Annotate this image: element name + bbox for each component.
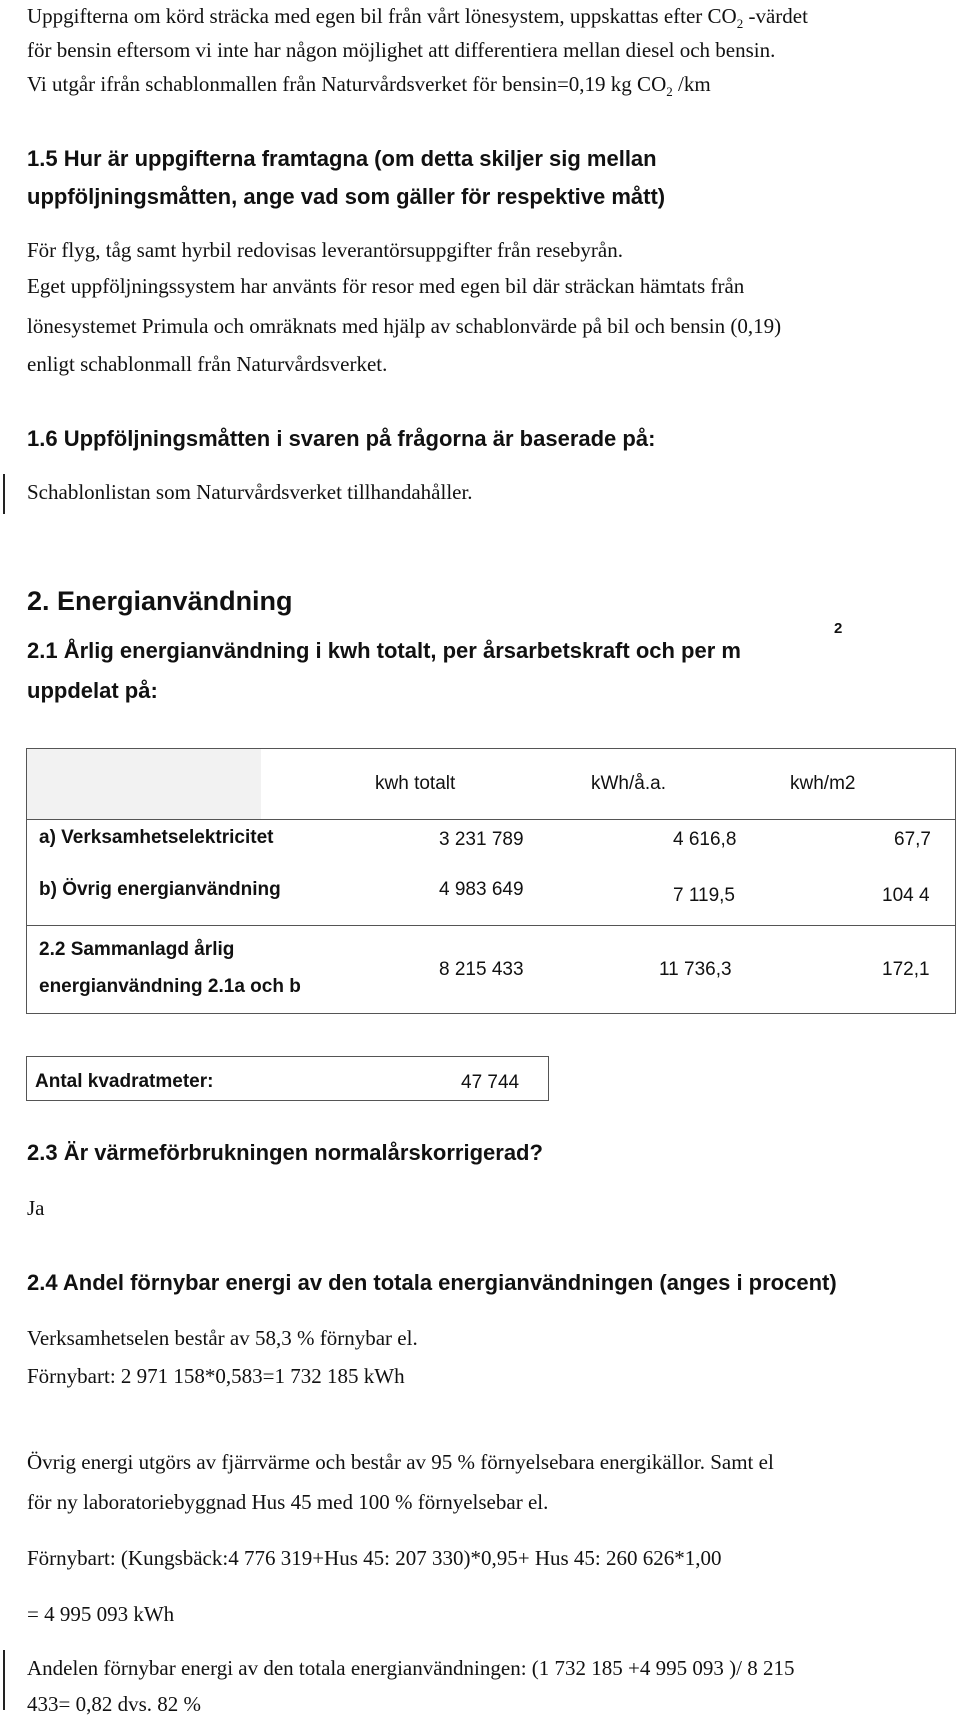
change-bar bbox=[3, 1650, 5, 1710]
section-2-4-heading: 2.4 Andel förnybar energi av den totala energianvändningen (anges i procent) bbox=[27, 1270, 837, 1295]
section-1-5-heading-line-1: 1.5 Hur är uppgifterna framtagna (om detta skiljer sig mellan bbox=[27, 146, 657, 171]
table-cell-total-per-aa: 11 736,3 bbox=[659, 959, 732, 980]
section-2-4-paragraph-1: Verksamhetselen består av 58,3 % förnybar el. bbox=[27, 1326, 418, 1350]
section-2-4-paragraph-7: Andelen förnybar energi av den totala energianvändningen: (1 732 185 +4 995 093 )/ 8 215 bbox=[27, 1656, 795, 1680]
section-1-5-paragraph-2-line-2: lönesystemet Primula och omräknats med hjälp av schablonvärde på bil och bensin (0,19) bbox=[27, 314, 782, 338]
section-2-4-paragraph-8: 433= 0,82 dvs. 82 % bbox=[27, 1692, 202, 1716]
table-divider bbox=[27, 925, 955, 926]
table-cell-total-per-m2: 172,1 bbox=[882, 959, 930, 980]
area-label: Antal kvadratmeter: bbox=[35, 1071, 214, 1092]
section-1-5-paragraph-2-line-3: enligt schablonmall från Naturvårdsverket. bbox=[27, 352, 388, 376]
column-header-per-aa: kWh/å.a. bbox=[591, 773, 666, 794]
change-bar bbox=[3, 474, 5, 514]
table-row-label-total-line-2: energianvändning 2.1a och b bbox=[39, 976, 301, 997]
column-header-total: kwh totalt bbox=[375, 773, 456, 794]
table-cell-b-total: 4 983 649 bbox=[439, 879, 524, 900]
section-1-5-heading-line-2: uppföljningsmåtten, ange vad som gäller för respektive mått) bbox=[27, 184, 666, 209]
section-2-3-heading: 2.3 Är värmeförbrukningen normalårskorrigerad? bbox=[27, 1140, 543, 1165]
intro-line-3: Vi utgår ifrån schablonmallen från Naturvårdsverket för bensin=0,19 kg $CO_2$ /km bbox=[27, 72, 711, 100]
area-box bbox=[26, 1056, 549, 1101]
section-1-6-text: Schablonlistan som Naturvårdsverket tillhandahåller. bbox=[27, 480, 473, 504]
section-2-4-paragraph-4: för ny laboratoriebyggnad Hus 45 med 100 % förnyelsebar el. bbox=[27, 1490, 549, 1514]
table-header-shade bbox=[27, 749, 261, 819]
section-2-3-answer: Ja bbox=[27, 1196, 45, 1220]
table-divider bbox=[27, 819, 955, 820]
section-2-1-heading-line-2: uppdelat på: bbox=[27, 678, 158, 703]
section-2-heading: 2. Energianvändning bbox=[27, 586, 293, 616]
section-1-5-paragraph-2-line-1: Eget uppföljningssystem har använts för resor med egen bil där sträckan hämtats från bbox=[27, 274, 745, 298]
section-2-4-paragraph-3: Övrig energi utgörs av fjärrvärme och består av 95 % förnyelsebara energikällor. Samt el bbox=[27, 1450, 774, 1474]
table-cell-b-per-aa: 7 119,5 bbox=[673, 885, 735, 906]
section-2-4-paragraph-5: Förnybart: (Kungsbäck:4 776 319+Hus 45: 207 330)*0,95+ Hus 45: 260 626*1,00 bbox=[27, 1546, 722, 1570]
table-row-label-b: b) Övrig energianvändning bbox=[39, 879, 281, 900]
intro-line-1: Uppgifterna om körd sträcka med egen bil från vårt lönesystem, uppskattas efter $CO_2$ -värdet bbox=[27, 4, 808, 32]
section-1-6-heading: 1.6 Uppföljningsmåtten i svaren på frågorna är baserade på: bbox=[27, 426, 656, 451]
intro-line-2: för bensin eftersom vi inte har någon möjlighet att differentiera mellan diesel och bensin. bbox=[27, 38, 776, 62]
table-cell-total-total: 8 215 433 bbox=[439, 959, 524, 980]
table-cell-a-total: 3 231 789 bbox=[439, 829, 524, 850]
section-1-5-paragraph-1: För flyg, tåg samt hyrbil redovisas leverantörsuppgifter från resebyrån. bbox=[27, 238, 623, 262]
table-row-label-a: a) Verksamhetselektricitet bbox=[39, 827, 274, 848]
energy-table bbox=[26, 748, 956, 1014]
table-row-label-total-line-1: 2.2 Sammanlagd årlig bbox=[39, 939, 235, 960]
table-cell-a-per-m2: 67,7 bbox=[894, 829, 931, 850]
section-2-4-paragraph-6: = 4 995 093 kWh bbox=[27, 1602, 175, 1626]
section-2-1-heading-line-1: 2.1 Årlig energianvändning i kwh totalt, per årsarbetskraft och per m bbox=[27, 638, 741, 663]
section-2-4-paragraph-2: Förnybart: 2 971 158*0,583=1 732 185 kWh bbox=[27, 1364, 405, 1388]
table-cell-b-per-m2: 104 4 bbox=[882, 885, 930, 906]
column-header-per-m2: kwh/m2 bbox=[790, 773, 856, 794]
area-value: 47 744 bbox=[461, 1072, 520, 1093]
superscript-2: 2 bbox=[834, 620, 843, 637]
table-cell-a-per-aa: 4 616,8 bbox=[673, 829, 737, 850]
